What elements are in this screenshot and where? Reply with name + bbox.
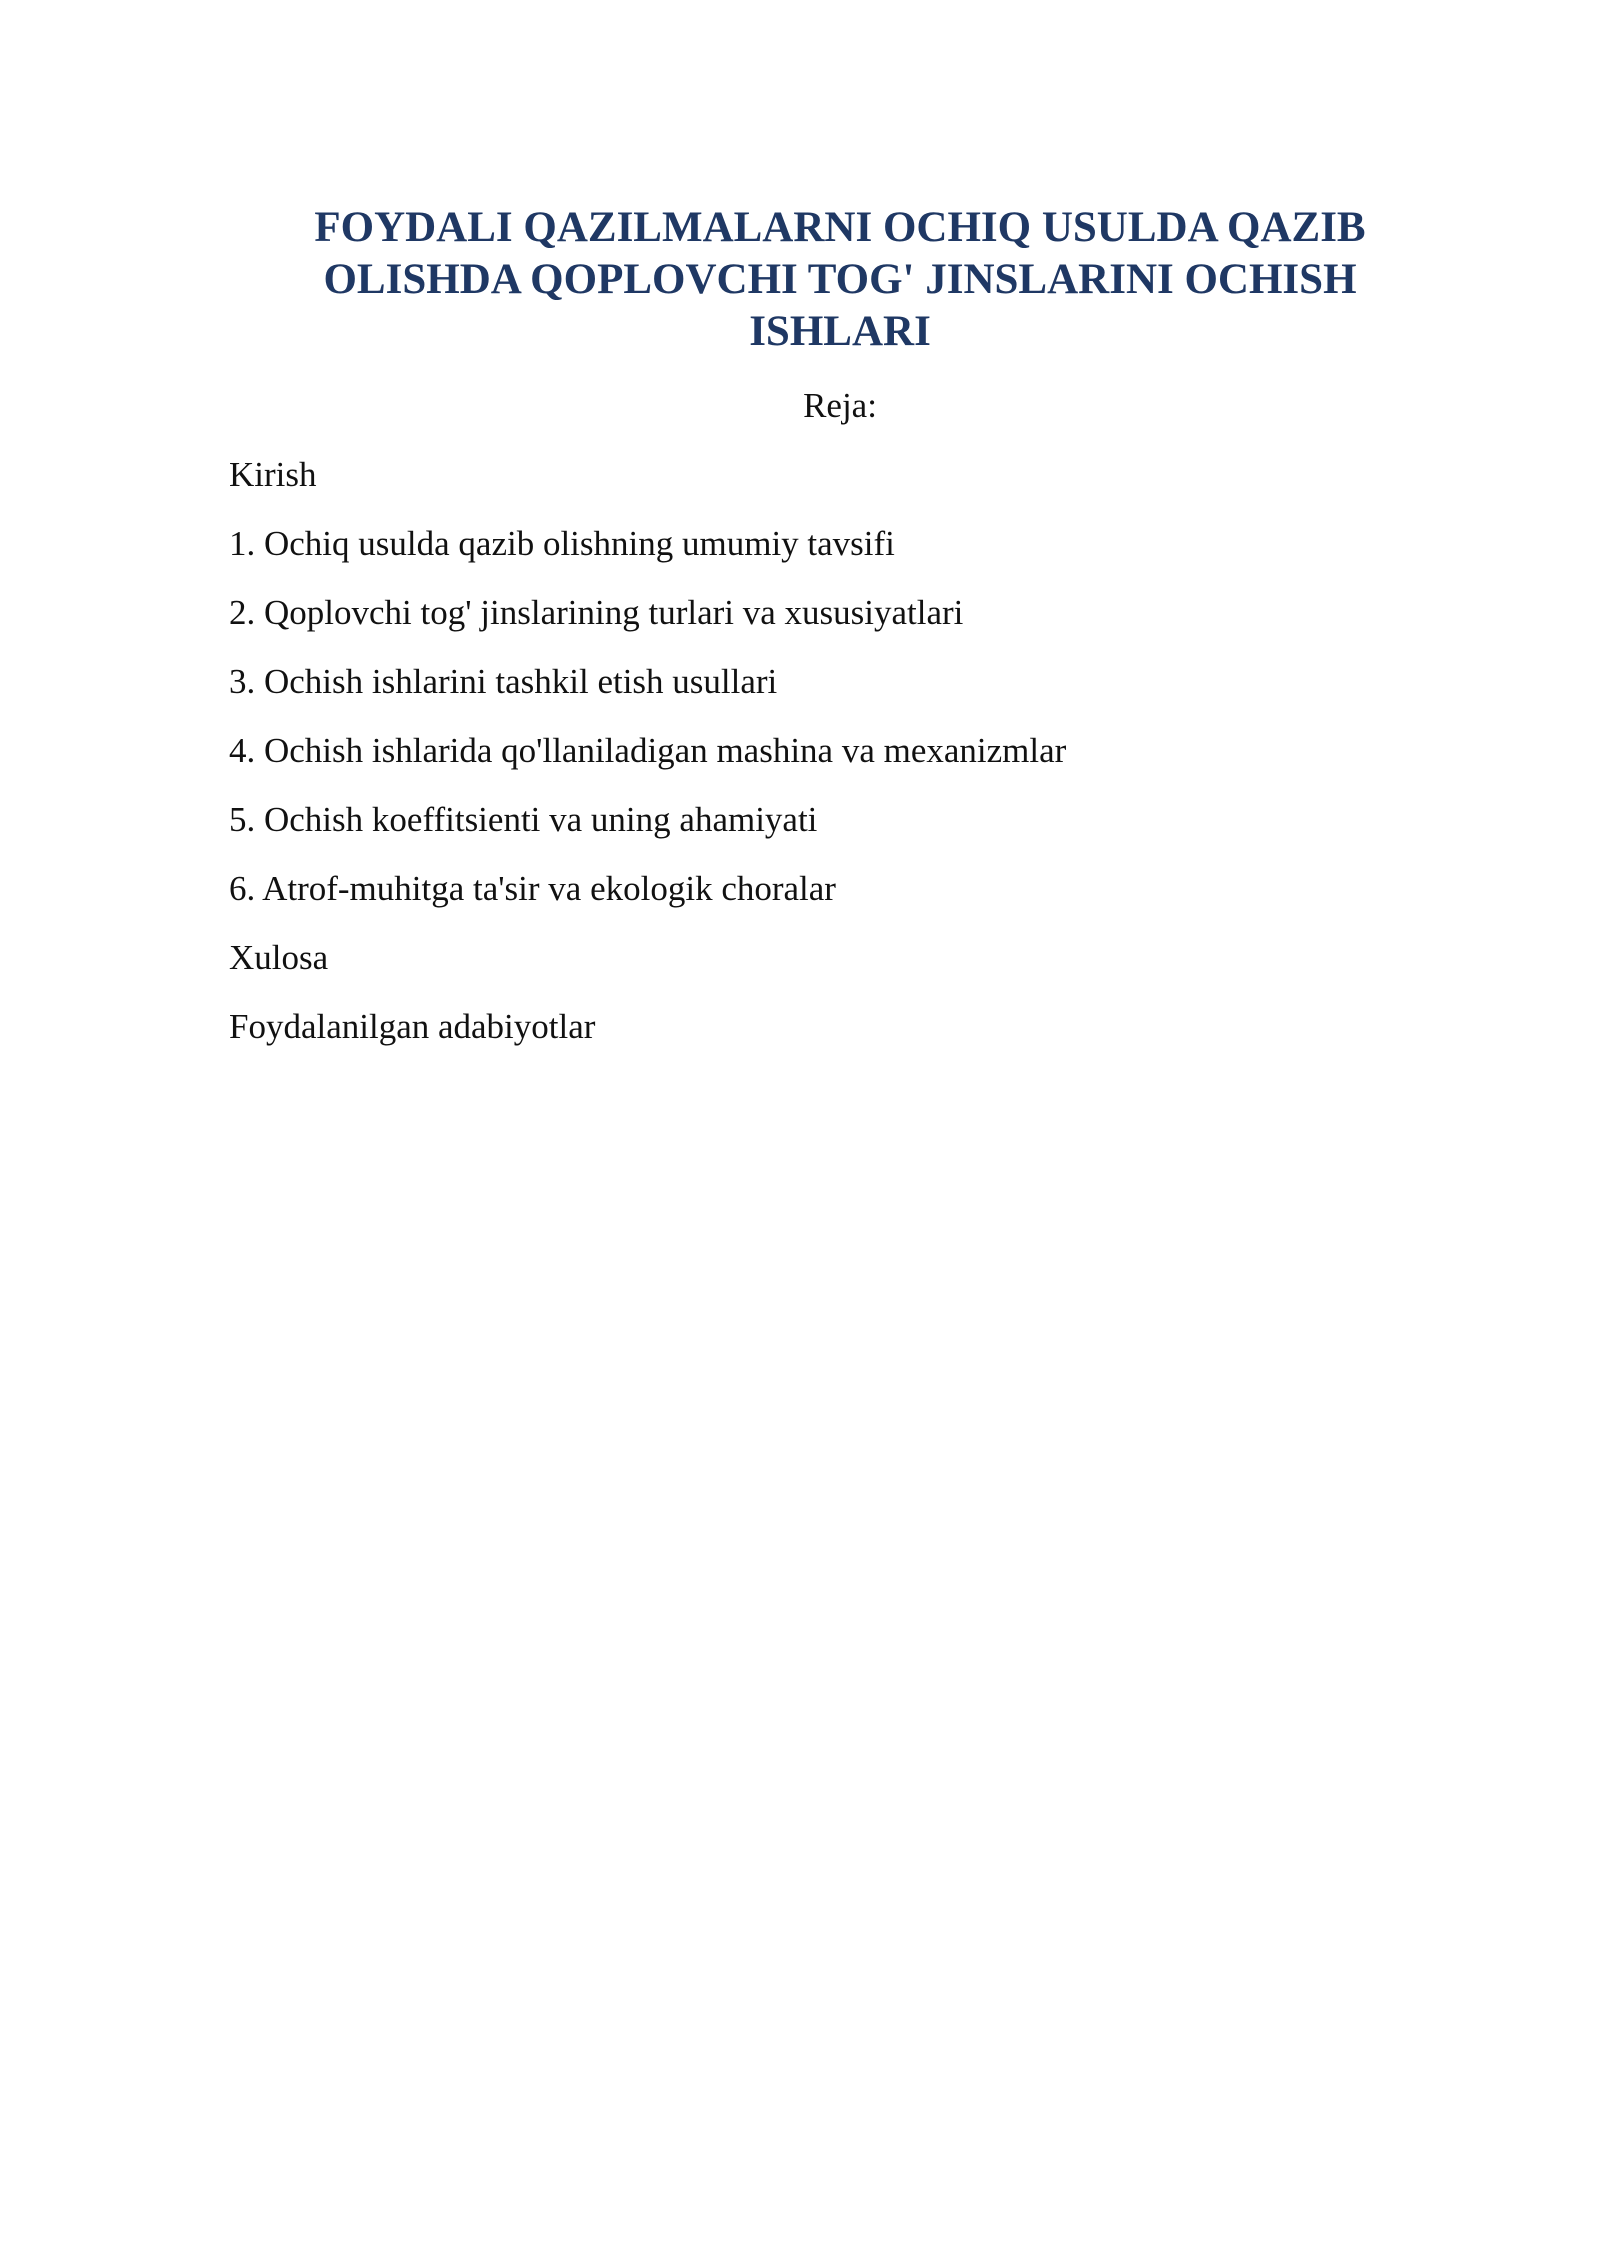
- document-title: [229, 202, 1451, 358]
- plan-heading: Reja:: [803, 386, 877, 425]
- toc-item-1: 1. Ochiq usulda qazib olishning umumiy tavsifi: [229, 524, 895, 563]
- table-of-contents: [229, 453, 1451, 1074]
- toc-item-2: 2. Qoplovchi tog' jinslarining turlari va xususiyatlari: [229, 593, 964, 632]
- title-line: OLISHDA QOPLOVCHI TOG' JINSLARINI OCHISH: [323, 256, 1357, 303]
- toc-item-6: 6. Atrof-muhitga ta'sir va ekologik choralar: [229, 869, 836, 908]
- toc-item-conclusion: Xulosa: [229, 938, 329, 977]
- toc-item-5: 5. Ochish koeffitsienti va uning ahamiyati: [229, 800, 818, 839]
- toc-item-references: Foydalanilgan adabiyotlar: [229, 1007, 596, 1046]
- toc-item-4: 4. Ochish ishlarida qo'llaniladigan mashina va mexanizmlar: [229, 731, 1067, 770]
- toc-item-3: 3. Ochish ishlarini tashkil etish usullari: [229, 662, 778, 701]
- toc-item-introduction: Kirish: [229, 455, 317, 494]
- title-line: ISHLARI: [749, 308, 931, 355]
- title-line: FOYDALI QAZILMALARNI OCHIQ USULDA QAZIB: [314, 204, 1366, 251]
